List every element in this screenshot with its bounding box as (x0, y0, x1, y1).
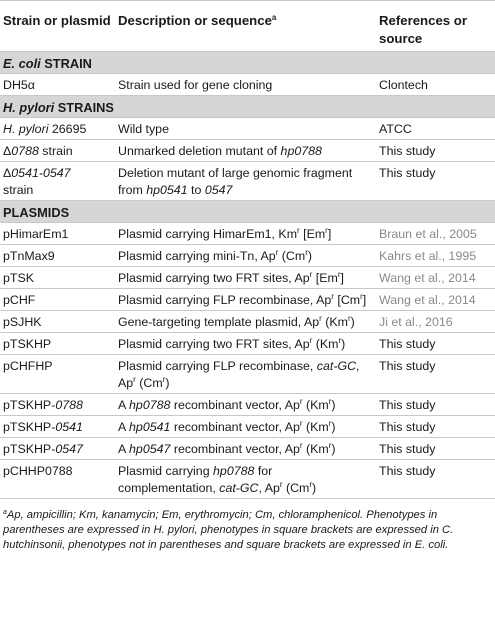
row-strain-name: Δ0788 strain (3, 144, 73, 158)
row-description: Plasmid carrying HimarEm1, Km$^r$ [Em$^r$] (118, 226, 332, 241)
row-plasmid-name: pTSK (3, 271, 34, 285)
table-row (0, 162, 495, 201)
row-description: Strain used for gene cloning (118, 78, 273, 92)
table-row (0, 355, 495, 394)
row-description: A hp0547 recombinant vector, Ap$^r$ (Km$^r$) (118, 441, 336, 456)
row-description: Deletion mutant of large genomic fragment from hp0541 to 0547 (118, 166, 353, 197)
row-reference: This study (379, 464, 436, 478)
row-strain-name: DH5α (3, 78, 35, 92)
section-hpylori-strains: H. pylori STRAINS (0, 96, 495, 118)
header-strain-or-plasmid: Strain or plasmid (3, 13, 111, 28)
header-references: References or source (379, 13, 467, 46)
row-description: Plasmid carrying two FRT sites, Ap$^r$ (Km$^r$) (118, 336, 346, 351)
footnote-marker: a (3, 509, 7, 516)
table-row (0, 245, 495, 267)
section-ecoli-strain: E. coli STRAIN (0, 52, 495, 74)
row-description: Unmarked deletion mutant of hp0788 (118, 144, 322, 158)
row-description: Plasmid carrying FLP recombinase, cat-GC, Ap$^r$ (Cm$^r$) (118, 359, 360, 390)
row-plasmid-name: pHimarEm1 (3, 227, 69, 241)
row-strain-name: Δ0541-0547 strain (3, 166, 71, 197)
row-description: Plasmid carrying FLP recombinase, Ap$^r$ [Cm$^r$] (118, 292, 367, 307)
row-plasmid-name: pTSKHP (3, 337, 52, 351)
row-description: Plasmid carrying hp0788 for complementation, cat-GC, Ap$^r$ (Cm$^r$) (118, 464, 317, 495)
table-row (0, 118, 495, 140)
row-description: A hp0788 recombinant vector, Ap$^r$ (Km$^r$) (118, 397, 336, 412)
row-reference-link[interactable]: Braun et al., 2005 (379, 227, 477, 241)
row-reference: This study (379, 166, 436, 180)
row-reference: This study (379, 337, 436, 351)
table-header (0, 0, 495, 52)
row-reference: Clontech (379, 78, 428, 92)
section-plasmids: PLASMIDS (0, 201, 495, 223)
table-row (0, 223, 495, 245)
table-row (0, 460, 495, 499)
table-row (0, 333, 495, 355)
header-description: Description or sequence$^a$ (118, 13, 277, 28)
row-description: Wild type (118, 122, 169, 136)
footnote-marker: a (271, 13, 277, 22)
row-plasmid-name: pTSKHP-0541 (3, 420, 83, 434)
row-description: Gene-targeting template plasmid, Ap$^r$ (Km$^r$) (118, 314, 355, 329)
row-plasmid-name: pTnMax9 (3, 249, 55, 263)
row-plasmid-name: pCHHP0788 (3, 464, 73, 478)
table-row (0, 311, 495, 333)
row-description: A hp0541 recombinant vector, Ap$^r$ (Km$^r$) (118, 419, 336, 434)
table-row (0, 267, 495, 289)
footnote-text: Ap, ampicillin; Km, kanamycin; Em, erythromycin; Cm, chloramphenicol. Phenotypes in parentheses are expressed in H. pylori, phenotypes in square brackets are expressed in C. hutchinsonii, phenotypes not in parentheses and square brackets are expressed in E. coli. (3, 509, 454, 551)
row-plasmid-name: pTSKHP-0788 (3, 398, 83, 412)
row-reference-link[interactable]: Wang et al., 2014 (379, 271, 476, 285)
row-plasmid-name: pTSKHP-0547 (3, 442, 83, 456)
table-row (0, 394, 495, 416)
row-reference: This study (379, 144, 436, 158)
table-row (0, 140, 495, 162)
row-reference: This study (379, 420, 436, 434)
row-reference: This study (379, 442, 436, 456)
row-reference-link[interactable]: Wang et al., 2014 (379, 293, 476, 307)
row-reference: ATCC (379, 122, 412, 136)
row-reference-link[interactable]: Kahrs et al., 1995 (379, 249, 477, 263)
row-reference: This study (379, 359, 436, 373)
row-plasmid-name: pSJHK (3, 315, 42, 329)
table-row (0, 74, 495, 96)
row-description: Plasmid carrying two FRT sites, Ap$^r$ [Em$^r$] (118, 270, 344, 285)
table-footnote (0, 508, 495, 553)
row-description: Plasmid carrying mini-Tn, Ap$^r$ (Cm$^r$) (118, 248, 313, 263)
table-row (0, 438, 495, 460)
row-strain-name: H. pylori 26695 (3, 122, 87, 136)
row-reference: This study (379, 398, 436, 412)
row-plasmid-name: pCHF (3, 293, 36, 307)
row-reference-link[interactable]: Ji et al., 2016 (379, 315, 453, 329)
table-row (0, 289, 495, 311)
row-plasmid-name: pCHFHP (3, 359, 53, 373)
table-row (0, 416, 495, 438)
